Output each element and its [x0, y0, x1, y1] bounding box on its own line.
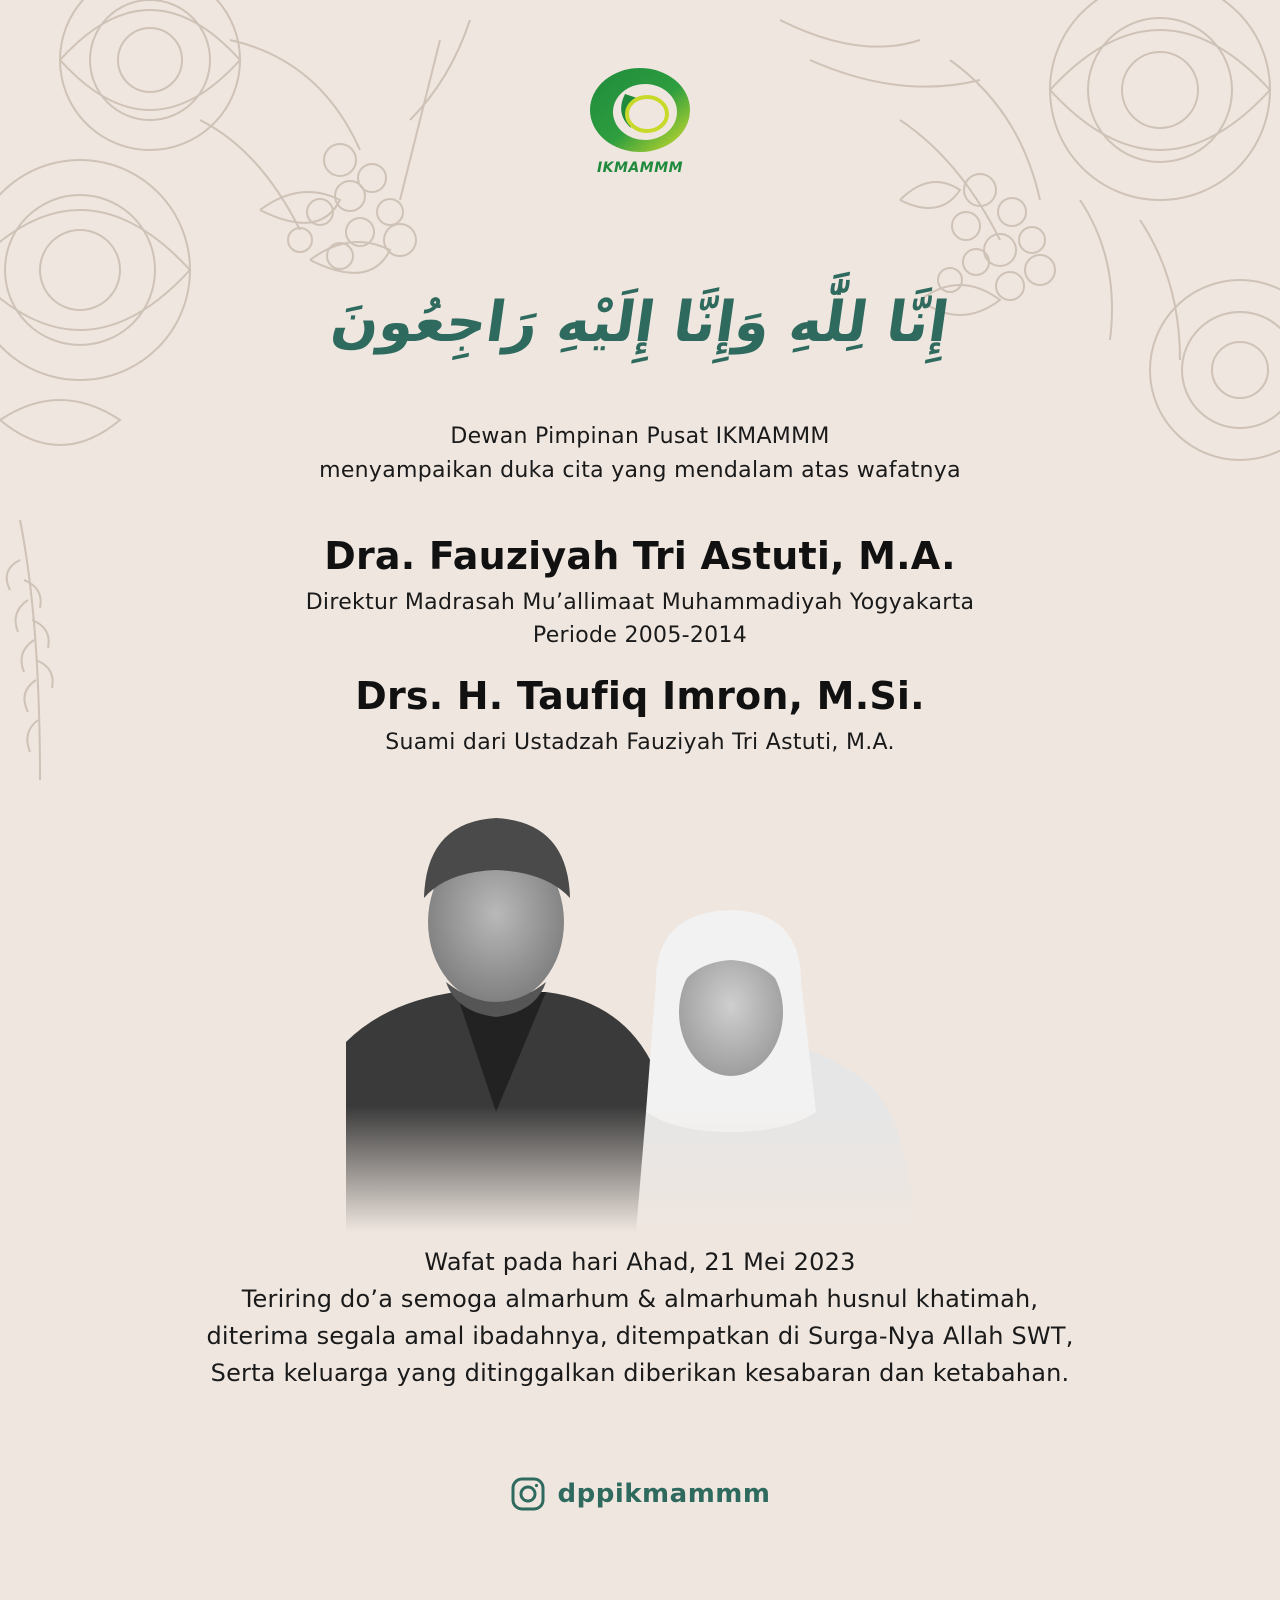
intro-line-2: menyampaikan duka cita yang mendalam atas wafatnya — [319, 458, 961, 483]
logo-text: IKMAMMM — [596, 160, 684, 176]
person2-title: Suami dari Ustadzah Fauziyah Tri Astuti, M.A. — [385, 730, 895, 755]
ikmammm-logo-icon — [585, 64, 695, 156]
prayer-line-2: diterima segala amal ibadahnya, ditempatkan di Surga-Nya Allah SWT, — [206, 1322, 1074, 1350]
person2-name: Drs. H. Taufiq Imron, M.Si. — [355, 674, 925, 718]
person1-period: Periode 2005-2014 — [532, 623, 748, 648]
deceased-couple-photo — [346, 812, 936, 1232]
instagram-icon — [510, 1476, 546, 1512]
prayer-line-1: Teriring do’a semoga almarhum & almarhumah husnul khatimah, — [241, 1285, 1039, 1313]
arabic-calligraphy: إِنَّا لِلَّٰهِ وَإِنَّا إِلَيْهِ رَاجِعُونَ — [327, 289, 953, 355]
person1-title: Direktur Madrasah Mu’allimaat Muhammadiyah Yogyakarta — [305, 590, 975, 615]
instagram-handle[interactable] — [0, 1476, 1280, 1512]
intro-line-1: Dewan Pimpinan Pusat IKMAMMM — [450, 424, 830, 449]
prayer-line-3: Serta keluarga yang ditinggalkan diberikan kesabaran dan ketabahan. — [210, 1359, 1070, 1387]
ikmammm-logo — [578, 64, 702, 192]
person1-name: Dra. Fauziyah Tri Astuti, M.A. — [324, 534, 956, 578]
death-date-line: Wafat pada hari Ahad, 21 Mei 2023 — [424, 1248, 856, 1276]
instagram-handle-text[interactable]: dppikmammm — [557, 1479, 771, 1509]
